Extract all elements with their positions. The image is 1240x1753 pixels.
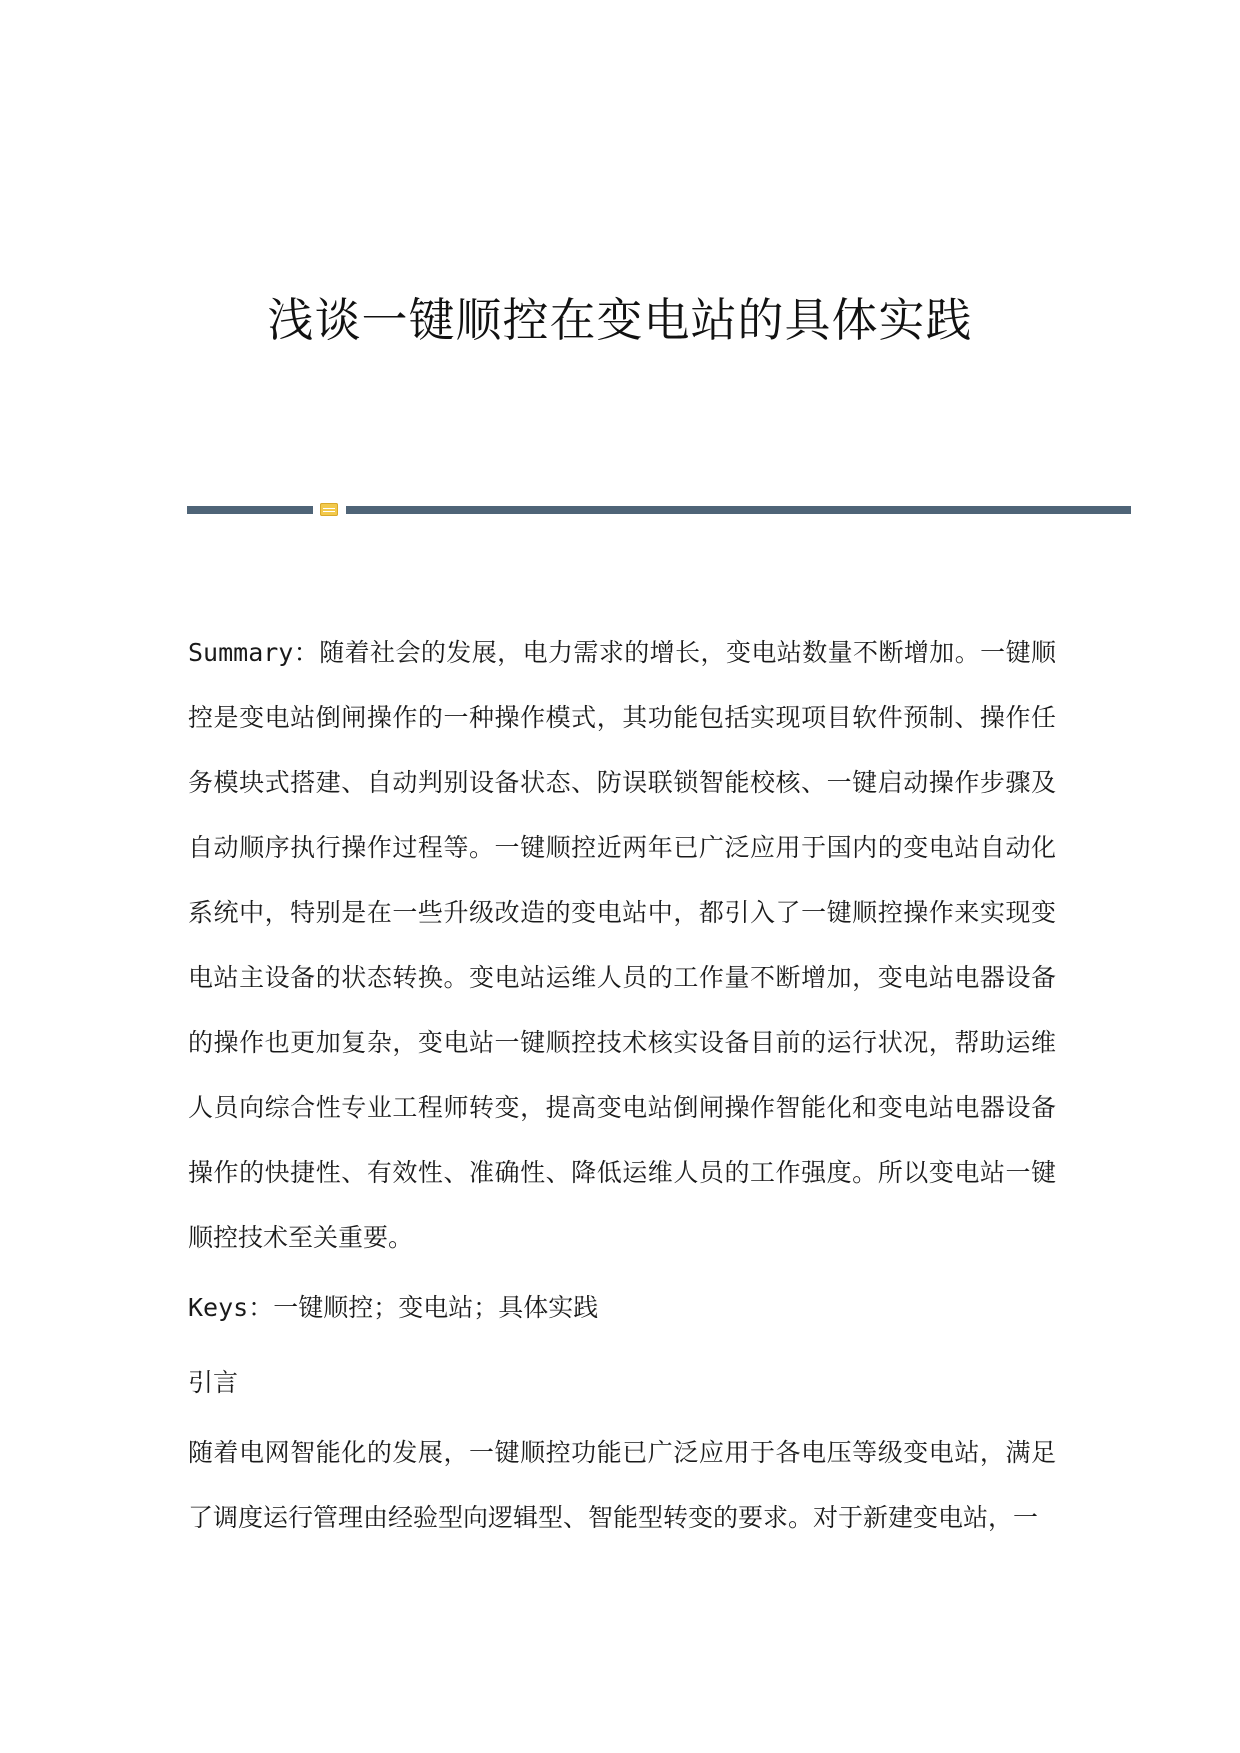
intro-paragraph: 随着电网智能化的发展，一键顺控功能已广泛应用于各电压等级变电站，满足了调度运行管理由经验型向逻辑型、智能型转变的要求。对于新建变电站，一 xyxy=(188,1438,1056,1532)
summary-text: 随着社会的发展，电力需求的增长，变电站数量不断增加。一键顺控是变电站倒闸操作的一种操作模式，其功能包括实现项目软件预制、操作任务模块式搭建、自动判别设备状态、防误联锁智能校核、一键启动操作步骤及自动顺序执行操作过程等。一键顺控近两年已广泛应用于国内的变电站自动化系统中，特别是在一些升级改造的变电站中，都引入了一键顺控操作来实现变电站主设备的状态转换。变电站运维人员的工作量不断增加，变电站电器设备的操作也更加复杂，变电站一键顺控技术核实设备目前的运行状况，帮助运维人员向综合性专业工程师转变，提高变电站倒闸操作智能化和变电站电器设备操作的快捷性、有效性、准确性、降低运维人员的工作强度。所以变电站一键顺控技术至关重要。 xyxy=(188,638,1056,1252)
page-title: 浅谈一键顺控在变电站的具体实践 xyxy=(267,293,973,347)
summary-paragraph xyxy=(188,620,1056,1270)
divider-bar-left xyxy=(187,506,313,514)
keys-text: 一键顺控；变电站；具体实践 xyxy=(273,1293,599,1322)
summary-label: Summary： xyxy=(188,638,320,667)
document-body xyxy=(188,620,1056,1550)
title-divider xyxy=(187,502,1131,516)
keys-label: Keys： xyxy=(188,1293,274,1322)
divider-emblem-icon xyxy=(320,503,338,516)
intro-heading: 引言 xyxy=(188,1368,239,1397)
keys-line xyxy=(188,1270,1056,1345)
divider-bar-right xyxy=(346,506,1131,514)
